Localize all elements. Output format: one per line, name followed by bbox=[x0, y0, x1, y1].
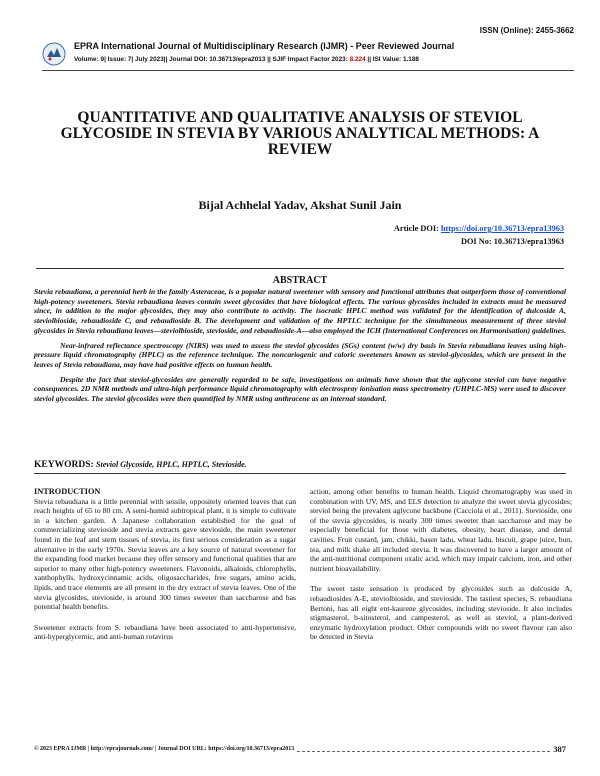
keywords-list: Steviol Glycoside, HPLC, HPTLC, Stevioside. bbox=[96, 460, 247, 469]
sjif-value: 8.224 bbox=[349, 56, 366, 63]
journal-logo-icon bbox=[42, 42, 66, 66]
paper-title: QUANTITATIVE AND QUALITATIVE ANALYSIS OF STEVIOL GLYCOSIDE IN STEVIA BY VARIOUS ANALYTICAL METHODS: A REVIEW bbox=[60, 109, 540, 158]
body-paragraph: Stevia rebaudiana is a little perennial with sessile, oppositely oriented leaves that can reach heights of 65 to 80 cm. A semi-humid subtropical plant, it is simple to cultivate in a kitchen garden. A Japanese collaboration established for the goal of commercializing stevioside and stevia extracts gave stevioside, the main sweetener found in the leaf and stem tissues of stevia, its first serious consideration as a sugar alternative in the early 1970s. Stevia leaves are a key source of natural sweetener for the expanding food market because they offer sensory and functional qualities that are superior to many other high-potency sweeteners. Flavonoids, alkaloids, chlorophylls, xanthophylls, hydroxycinnamic acids, oligosaccharides, free sugars, amino acids, lipids, and trace elements are all present in the dry extract of stevia leaves. One of the stevia glycosides, stevioside, is around 300 times sweeter than saccharose and has potential health benefits. bbox=[34, 496, 296, 612]
right-column bbox=[310, 487, 572, 653]
intro-heading: INTRODUCTION bbox=[34, 487, 101, 496]
footer-text: © 2023 EPRA IJMR | http://eprajournals.com/ | Journal DOI URL: https://doi.org/10.36713/epra2013 bbox=[34, 746, 295, 752]
journal-title: EPRA International Journal of Multidisciplinary Research (IJMR) - Peer Reviewed Journal bbox=[74, 41, 455, 51]
body-paragraph: The sweet taste sensation is produced by glycosides such as dulcoside A, rebaudiosides A-E, steviolbioside, and stevioside. The tastiest species, S. rebaudiana Bertoni, has all eight ent-kaurene glycosides, including stevioside. It also includes stigmasterol, b-sitosterol, and campesterol, as well as steviol, a plant-derived enzymatic hydroxylation product. Other compounds with no sweet flavour can also be detected in Stevia bbox=[310, 584, 572, 642]
issn: ISSN (Online): 2455-3662 bbox=[479, 26, 574, 35]
footer bbox=[34, 744, 566, 754]
abstract-paragraph: Near-infrared reflectance spectroscopy (NIRS) was used to assess the steviol glycosides (SGs) content (w/w) dry basis in Stevia rebaudiana leaves using high-pressure liquid chromatography (HPLC) as the reference technique. The noncariogenic and caloric sweeteners known as steviol-glycosides, which are present in the leaves of Stevia rebaudiana, may have had positive effects on human health. bbox=[34, 340, 566, 369]
isi-value: 1.188 bbox=[402, 56, 419, 63]
abstract-paragraph: Despite the fact that steviol-glycosides are generally regarded to be safe, investigations on animals have shown that the aglycone steviol can have negative consequences. 2D NMR methods and ultra-high performance liquid chromatography with electrospray ionisation mass spectrometry (UHPLC-MS) were used to discover steviol glycosides. The steviol glycosides were then quantified by NMR using anthracene as an internal standard. bbox=[34, 374, 566, 404]
header-divider bbox=[42, 70, 574, 71]
abstract-divider bbox=[36, 268, 564, 269]
volume-issue: Volume: 9| Issue: 7| July 2023|| Journal DOI: 10.36713/epra2013 bbox=[74, 56, 266, 63]
authors: Bijal Achhelal Yadav, Akshat Sunil Jain bbox=[198, 198, 402, 212]
left-column bbox=[34, 487, 296, 653]
article-doi-link[interactable]: https://doi.org/10.36713/epra13963 bbox=[440, 224, 564, 233]
isi-label: || ISI Value: bbox=[367, 56, 402, 63]
sjif-label: || SJIF Impact Factor 2023: bbox=[267, 56, 348, 63]
keywords-label: KEYWORDS: bbox=[34, 460, 94, 470]
abstract-paragraph: Stevia rebaudiana, a perennial herb in the family Asteraceae, is a popular natural sweetener with sensory and functional attributes that outperform those of conventional high-potency sweeteners. Stevia rebaudiana leaves contain sweet glycosides that have biological effects. The various glycosides included in extracts must be measured since, in addition to the major glycosides, they may also contribute to activity. The isocratic HPLC method was validated for the identification of dulcoside A, steviolbioside, rebaudioside C, and rebaudioside B. The development and validation of the HPTLC technique for the simultaneous measurement of three steviol glycosides in Stevia rebaudiana leaves—steviolbioside, stevioside, and rebaudioside-A—also employed the ICH (International Conferences on Harmonisation) guidelines. bbox=[34, 287, 566, 335]
body-paragraph: Sweetener extracts from S. rebaudiana have been associated to anti-hypertensive, anti-hyperglycemic, and anti-human rotavirus bbox=[34, 622, 296, 642]
doi-number: DOI No: 10.36713/epra13963 bbox=[460, 237, 564, 246]
keywords-divider bbox=[34, 473, 566, 474]
keywords bbox=[34, 460, 247, 470]
journal-meta bbox=[74, 56, 419, 63]
article-doi-label: Article DOI: bbox=[393, 224, 439, 233]
article-doi bbox=[394, 224, 564, 233]
footer-dash-leader bbox=[297, 747, 550, 752]
abstract-heading: ABSTRACT bbox=[272, 275, 328, 286]
body-paragraph: action, among other benefits to human health. Liquid chromatography was used in combination with UV, MS, and ELS detection to analyze the sweet stevia glycosides; steviol being the prevalent aglycone backbone (Cacciola et al., 2011). Stevioside, one of the stevia glycosides, is nearly 300 times sweeter than saccharose and may be especially beneficial for those with diabetes, obesity, heart disease, and dental cavities. Fruit custard, jam, chikki, basen ladu, wheat ladu, biscuit, grape juice, bun, tea, and milk shake all included stevia. It was discovered to have a larger amount of the anti-nutritional component oxalic acid, which may impair calcium, iron, and other nutrient bioavailability. bbox=[310, 487, 572, 573]
page-number: 387 bbox=[553, 744, 566, 754]
abstract-body bbox=[34, 287, 566, 409]
